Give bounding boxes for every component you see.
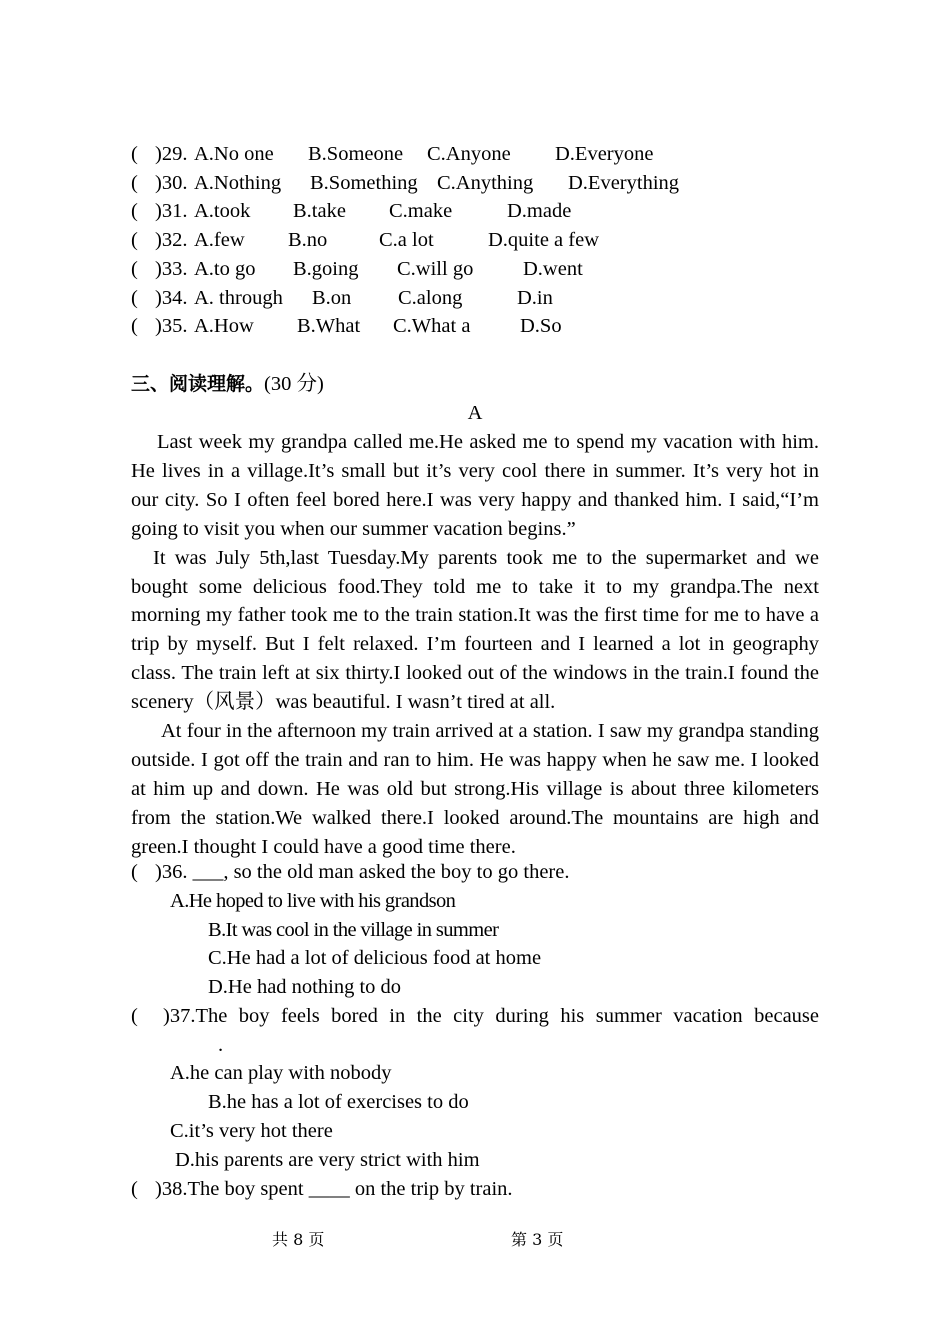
option-c: C.along xyxy=(398,287,463,309)
option-a: A.to go xyxy=(194,258,256,280)
option-b: B.no xyxy=(288,229,328,251)
option-d: D.in xyxy=(517,287,553,309)
answer-paren: ( xyxy=(131,200,138,222)
option-b: B.Something xyxy=(310,172,418,194)
option-c: C.Anyone xyxy=(427,143,511,165)
item-number: )34. xyxy=(155,287,188,309)
footer-current-page: 第 3 页 xyxy=(511,1230,564,1249)
passage-paragraph-2: It was July 5th,last Tuesday.My parents took me to the supermarket and we bought some delicious food.They told me to take it to my grandpa.The next morning my father took me to the train station.It was the first time for me to have a trip by myself. But I felt relaxed. I’m fourteen and I learned a lot in geography class. The train left at six thirty.I looked out of the windows in the train.I found the scenery（风景）was beautiful. I wasn’t tired at all. xyxy=(131,546,819,714)
item-number: )33. xyxy=(155,258,188,280)
option-d: D.made xyxy=(507,200,572,222)
question-stem-continuation: . xyxy=(218,1034,224,1056)
passage-paragraph-3: At four in the afternoon my train arrived at a station. I saw my grandpa standing outside. I got off the train and ran to him. He was happy when he saw me. I looked at him up and down. He was old but strong.His village is about three kilometers from the station.We walked there.I looked around.The mountains are high and green.I thought I could have a good time there. xyxy=(131,720,819,858)
option-b: B.Someone xyxy=(308,143,404,165)
passage-paragraph-1: Last week my grandpa called me.He asked me to spend my vacation with him. He lives in a village.It’s small but it’s very cool there in summer. It’s very hot in our city. So I often feel bored here.I was very happy and thanked him. I said,“I’m going to visit you when our summer vacation begins.” xyxy=(131,431,819,540)
section-title: 三、阅读理解。 xyxy=(131,373,265,395)
option-a: A.He hoped to live with his grandson xyxy=(170,890,456,912)
footer-total-pages: 共 8 页 xyxy=(272,1230,325,1249)
option-c: C.Anything xyxy=(437,172,534,194)
option-c: C.He had a lot of delicious food at home xyxy=(208,947,542,969)
answer-paren: ( xyxy=(131,287,138,309)
option-d: D.So xyxy=(520,315,562,337)
answer-paren: ( xyxy=(131,1178,138,1200)
option-b: B.It was cool in the village in summer xyxy=(208,919,499,941)
option-a: A.No one xyxy=(194,143,274,165)
passage xyxy=(131,428,819,862)
option-b: B.What xyxy=(297,315,361,337)
item-number: )29. xyxy=(155,143,188,165)
item-number: )32. xyxy=(155,229,188,251)
option-a: A.took xyxy=(194,200,251,222)
option-a: A.he can play with nobody xyxy=(170,1062,392,1084)
answer-paren: ( xyxy=(131,229,138,251)
option-a: A. through xyxy=(194,287,283,309)
option-b: B.he has a lot of exercises to do xyxy=(208,1091,469,1113)
option-b: B.going xyxy=(293,258,359,280)
question-stem: )36. ___, so the old man asked the boy to go there. xyxy=(155,861,570,883)
answer-paren: ( xyxy=(131,1005,138,1027)
option-d: D.went xyxy=(523,258,583,280)
option-a: A.How xyxy=(194,315,254,337)
option-c: C.make xyxy=(389,200,453,222)
passage-label: A xyxy=(467,402,483,424)
answer-paren: ( xyxy=(131,172,138,194)
section-heading xyxy=(131,370,324,399)
option-c: C.What a xyxy=(393,315,471,337)
option-d: D.He had nothing to do xyxy=(208,976,402,998)
option-b: B.take xyxy=(293,200,346,222)
option-d: D.quite a few xyxy=(488,229,599,251)
item-number: )35. xyxy=(155,315,188,337)
option-a: A.few xyxy=(194,229,245,251)
answer-paren: ( xyxy=(131,143,138,165)
answer-paren: ( xyxy=(131,258,138,280)
option-d: D.Everyone xyxy=(555,143,654,165)
option-a: A.Nothing xyxy=(194,172,282,194)
answer-paren: ( xyxy=(131,315,138,337)
answer-paren: ( xyxy=(131,861,138,883)
option-d: D.his parents are very strict with him xyxy=(175,1149,480,1171)
question-stem: )37.The boy feels bored in the city during his summer vacation because xyxy=(163,1005,819,1027)
item-number: )31. xyxy=(155,200,188,222)
question-stem: )38.The boy spent ____ on the trip by train. xyxy=(155,1178,513,1200)
option-d: D.Everything xyxy=(568,172,680,194)
item-number: )30. xyxy=(155,172,188,194)
section-score: (30 分) xyxy=(264,373,324,395)
option-c: C.a lot xyxy=(379,229,434,251)
option-c: C.it’s very hot there xyxy=(170,1120,333,1142)
option-c: C.will go xyxy=(397,258,474,280)
option-b: B.on xyxy=(312,287,352,309)
